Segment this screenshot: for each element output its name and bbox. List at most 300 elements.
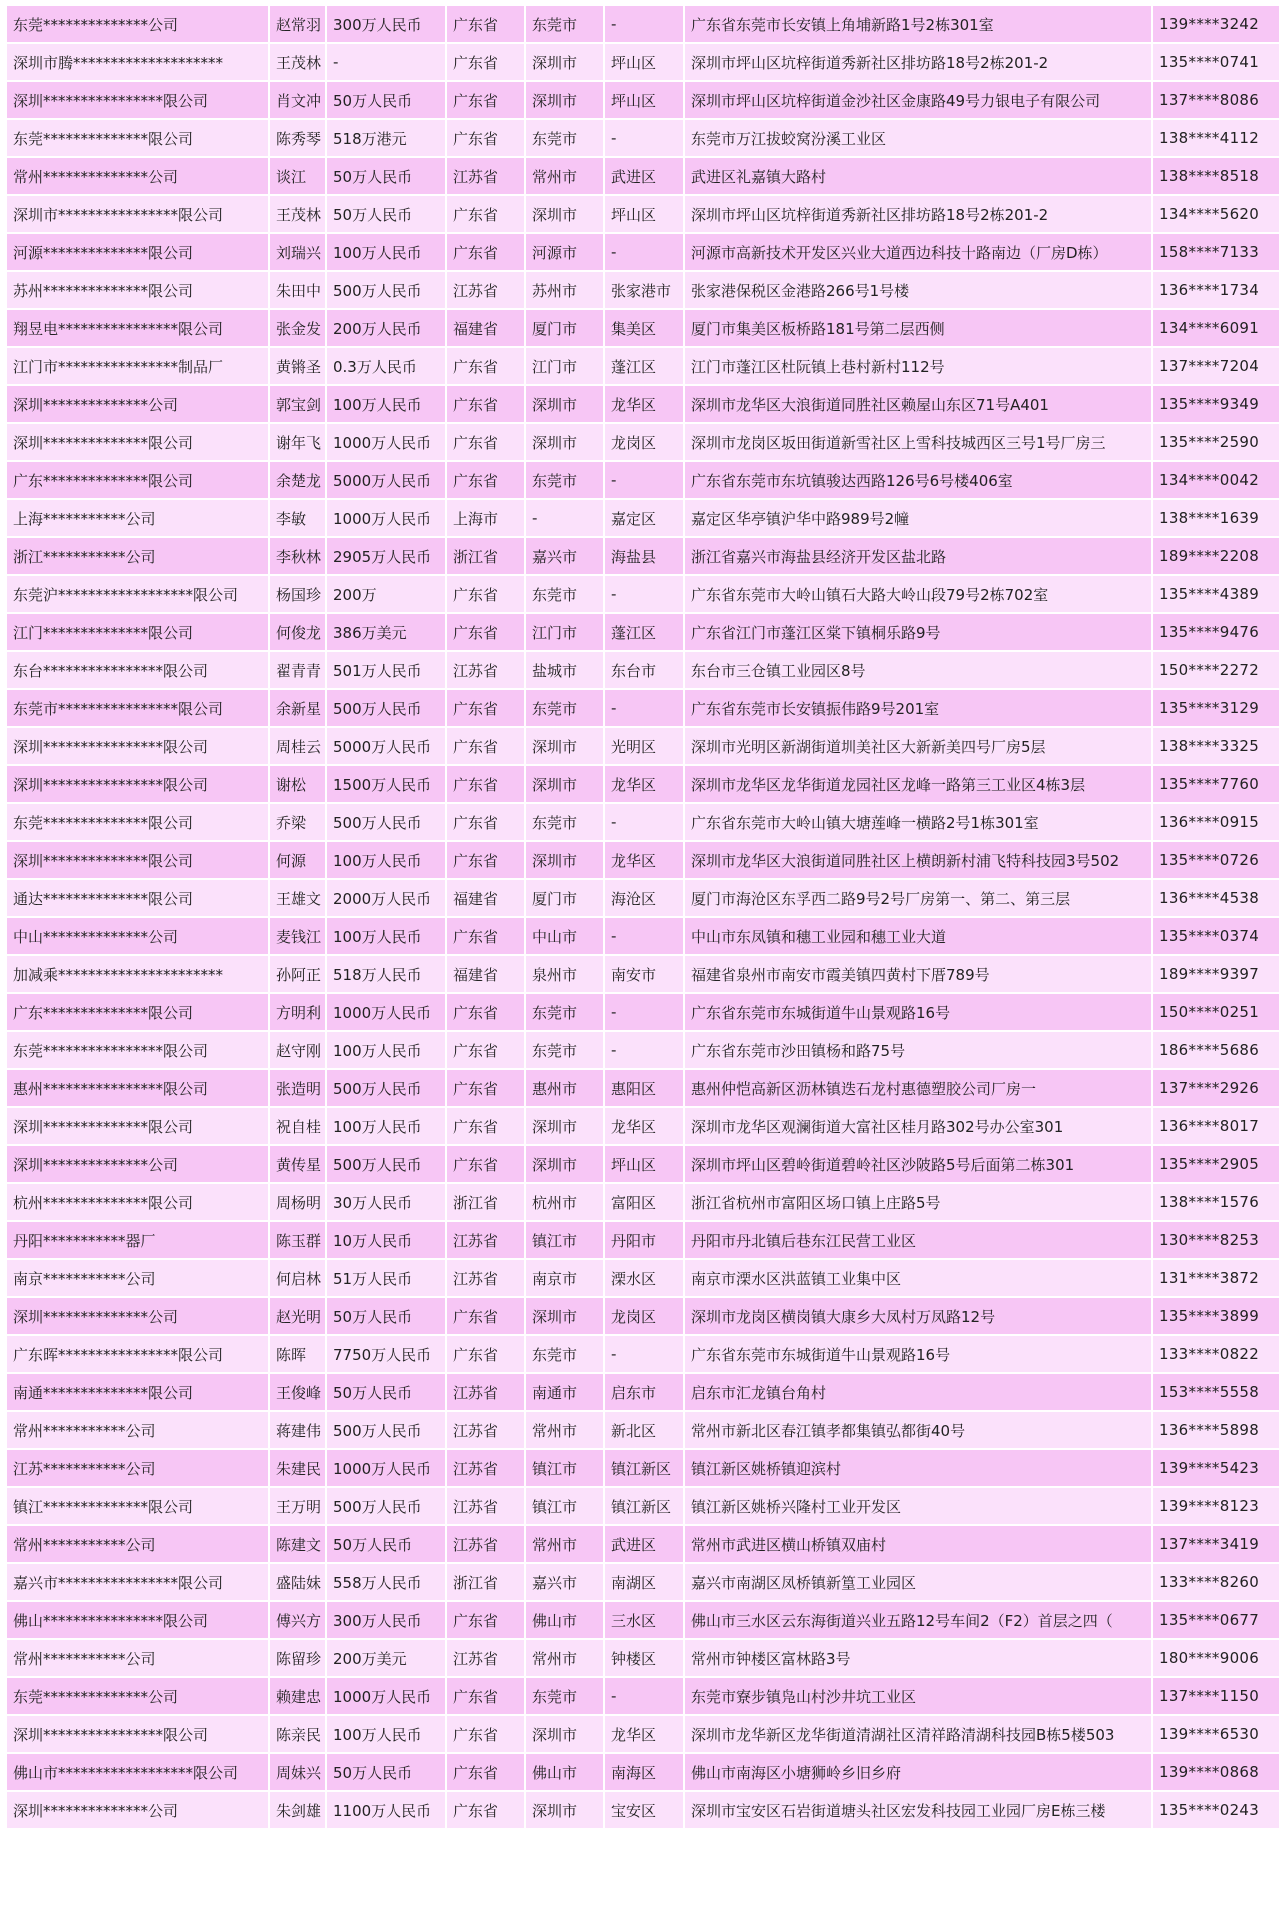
cell-registered-capital: 5000万人民币 — [327, 462, 445, 498]
cell-contact-person: 黄锵圣 — [270, 348, 325, 384]
cell-company-name: 深圳****************限公司 — [7, 82, 268, 118]
cell-city: 深圳市 — [526, 1298, 603, 1334]
cell-company-name: 深圳**************公司 — [7, 1146, 268, 1182]
cell-city: 深圳市 — [526, 842, 603, 878]
cell-company-name: 杭州**************限公司 — [7, 1184, 268, 1220]
cell-province: 江苏省 — [447, 158, 524, 194]
cell-address: 广东省东莞市东城街道牛山景观路16号 — [685, 994, 1151, 1030]
cell-address: 深圳市龙华区大浪街道同胜社区赖屋山东区71号A401 — [685, 386, 1151, 422]
cell-contact-person: 谢年飞 — [270, 424, 325, 460]
cell-registered-capital: 1000万人民币 — [327, 424, 445, 460]
cell-phone: 135****2905 — [1153, 1146, 1279, 1182]
cell-registered-capital: 0.3万人民币 — [327, 348, 445, 384]
cell-company-name: 河源**************限公司 — [7, 234, 268, 270]
cell-city: 深圳市 — [526, 386, 603, 422]
cell-district: - — [605, 6, 683, 42]
cell-district: - — [605, 576, 683, 612]
cell-phone: 158****7133 — [1153, 234, 1279, 270]
cell-district: 武进区 — [605, 1526, 683, 1562]
cell-province: 江苏省 — [447, 1374, 524, 1410]
cell-province: 江苏省 — [447, 1450, 524, 1486]
cell-contact-person: 张造明 — [270, 1070, 325, 1106]
table-row — [7, 1602, 1279, 1638]
cell-district: - — [605, 462, 683, 498]
cell-phone: 135****0741 — [1153, 44, 1279, 80]
cell-registered-capital: 2000万人民币 — [327, 880, 445, 916]
table-row — [7, 158, 1279, 194]
table-row — [7, 1298, 1279, 1334]
cell-phone: 137****7204 — [1153, 348, 1279, 384]
table-row — [7, 310, 1279, 346]
company-table-body — [7, 6, 1279, 1828]
cell-address: 深圳市坪山区坑梓街道秀新社区排坊路18号2栋201-2 — [685, 196, 1151, 232]
cell-contact-person: 王万明 — [270, 1488, 325, 1524]
cell-contact-person: 麦钱江 — [270, 918, 325, 954]
cell-city: 深圳市 — [526, 82, 603, 118]
cell-registered-capital: - — [327, 44, 445, 80]
cell-district: 龙华区 — [605, 386, 683, 422]
cell-city: 嘉兴市 — [526, 538, 603, 574]
cell-contact-person: 翟青青 — [270, 652, 325, 688]
cell-contact-person: 方明利 — [270, 994, 325, 1030]
cell-company-name: 深圳市腾******************** — [7, 44, 268, 80]
cell-district: 龙岗区 — [605, 1298, 683, 1334]
table-row — [7, 1260, 1279, 1296]
cell-district: 镇江新区 — [605, 1488, 683, 1524]
cell-company-name: 通达**************限公司 — [7, 880, 268, 916]
cell-district: 富阳区 — [605, 1184, 683, 1220]
cell-district: 光明区 — [605, 728, 683, 764]
cell-registered-capital: 500万人民币 — [327, 1488, 445, 1524]
table-row — [7, 1336, 1279, 1372]
cell-city: 东莞市 — [526, 1336, 603, 1372]
cell-registered-capital: 100万人民币 — [327, 234, 445, 270]
cell-district: - — [605, 1032, 683, 1068]
table-row — [7, 120, 1279, 156]
cell-company-name: 深圳****************限公司 — [7, 766, 268, 802]
cell-address: 东莞市万江拔蛟窝汾溪工业区 — [685, 120, 1151, 156]
cell-phone: 139****6530 — [1153, 1716, 1279, 1752]
table-row — [7, 1564, 1279, 1600]
table-row — [7, 614, 1279, 650]
cell-district: 武进区 — [605, 158, 683, 194]
cell-city: 江门市 — [526, 348, 603, 384]
cell-province: 江苏省 — [447, 652, 524, 688]
cell-contact-person: 朱田中 — [270, 272, 325, 308]
cell-address: 广东省东莞市沙田镇杨和路75号 — [685, 1032, 1151, 1068]
cell-company-name: 镇江**************限公司 — [7, 1488, 268, 1524]
cell-phone: 133****0822 — [1153, 1336, 1279, 1372]
cell-province: 广东省 — [447, 1716, 524, 1752]
cell-contact-person: 郭宝剑 — [270, 386, 325, 422]
cell-city: 东莞市 — [526, 994, 603, 1030]
cell-city: 南通市 — [526, 1374, 603, 1410]
cell-address: 深圳市龙岗区坂田街道新雪社区上雪科技城西区三号1号厂房三 — [685, 424, 1151, 460]
cell-company-name: 南京***********公司 — [7, 1260, 268, 1296]
cell-contact-person: 何源 — [270, 842, 325, 878]
cell-company-name: 浙江***********公司 — [7, 538, 268, 574]
cell-company-name: 翔昱电****************限公司 — [7, 310, 268, 346]
cell-city: 深圳市 — [526, 424, 603, 460]
cell-province: 广东省 — [447, 1678, 524, 1714]
cell-address: 东台市三仓镇工业园区8号 — [685, 652, 1151, 688]
cell-city: 江门市 — [526, 614, 603, 650]
cell-address: 佛山市南海区小塘狮岭乡旧乡府 — [685, 1754, 1151, 1790]
cell-registered-capital: 50万人民币 — [327, 82, 445, 118]
cell-city: 常州市 — [526, 1412, 603, 1448]
cell-district: - — [605, 994, 683, 1030]
table-row — [7, 1070, 1279, 1106]
cell-district: - — [605, 234, 683, 270]
cell-phone: 138****4112 — [1153, 120, 1279, 156]
cell-company-name: 常州***********公司 — [7, 1640, 268, 1676]
cell-registered-capital: 558万人民币 — [327, 1564, 445, 1600]
cell-contact-person: 陈秀琴 — [270, 120, 325, 156]
cell-phone: 138****3325 — [1153, 728, 1279, 764]
cell-province: 广东省 — [447, 728, 524, 764]
table-row — [7, 1108, 1279, 1144]
cell-company-name: 东莞沪******************限公司 — [7, 576, 268, 612]
cell-district: 溧水区 — [605, 1260, 683, 1296]
cell-registered-capital: 10万人民币 — [327, 1222, 445, 1258]
company-table — [5, 4, 1280, 1830]
cell-phone: 136****1734 — [1153, 272, 1279, 308]
table-row — [7, 766, 1279, 802]
cell-phone: 136****0915 — [1153, 804, 1279, 840]
table-row — [7, 1184, 1279, 1220]
cell-contact-person: 赵光明 — [270, 1298, 325, 1334]
cell-phone: 135****9349 — [1153, 386, 1279, 422]
cell-company-name: 广东**************限公司 — [7, 462, 268, 498]
cell-company-name: 苏州**************限公司 — [7, 272, 268, 308]
cell-company-name: 南通**************限公司 — [7, 1374, 268, 1410]
cell-contact-person: 赖建忠 — [270, 1678, 325, 1714]
table-row — [7, 652, 1279, 688]
cell-address: 武进区礼嘉镇大路村 — [685, 158, 1151, 194]
cell-phone: 137****3419 — [1153, 1526, 1279, 1562]
cell-contact-person: 张金发 — [270, 310, 325, 346]
cell-phone: 150****2272 — [1153, 652, 1279, 688]
cell-company-name: 东莞市****************限公司 — [7, 690, 268, 726]
cell-contact-person: 王俊峰 — [270, 1374, 325, 1410]
cell-contact-person: 黄传星 — [270, 1146, 325, 1182]
cell-province: 江苏省 — [447, 1260, 524, 1296]
cell-registered-capital: 5000万人民币 — [327, 728, 445, 764]
cell-company-name: 东莞**************公司 — [7, 6, 268, 42]
cell-district: - — [605, 918, 683, 954]
cell-address: 广东省东莞市东坑镇骏达西路126号6号楼406室 — [685, 462, 1151, 498]
cell-registered-capital: 2905万人民币 — [327, 538, 445, 574]
cell-registered-capital: 30万人民币 — [327, 1184, 445, 1220]
cell-district: 龙华区 — [605, 1108, 683, 1144]
cell-city: 厦门市 — [526, 880, 603, 916]
cell-district: 南安市 — [605, 956, 683, 992]
cell-city: 嘉兴市 — [526, 1564, 603, 1600]
cell-company-name: 东莞**************公司 — [7, 1678, 268, 1714]
cell-company-name: 嘉兴市****************限公司 — [7, 1564, 268, 1600]
cell-phone: 139****8123 — [1153, 1488, 1279, 1524]
cell-address: 佛山市三水区云东海街道兴业五路12号车间2（F2）首层之四（ — [685, 1602, 1151, 1638]
cell-address: 广东省东莞市大岭山镇大塘莲峰一横路2号1栋301室 — [685, 804, 1151, 840]
cell-contact-person: 傅兴方 — [270, 1602, 325, 1638]
cell-province: 福建省 — [447, 310, 524, 346]
cell-contact-person: 陈亲民 — [270, 1716, 325, 1752]
table-row — [7, 1754, 1279, 1790]
cell-province: 广东省 — [447, 386, 524, 422]
cell-city: 东莞市 — [526, 6, 603, 42]
cell-province: 福建省 — [447, 956, 524, 992]
cell-province: 浙江省 — [447, 538, 524, 574]
cell-district: 龙华区 — [605, 842, 683, 878]
cell-company-name: 深圳**************限公司 — [7, 1108, 268, 1144]
cell-city: 佛山市 — [526, 1602, 603, 1638]
cell-district: 坪山区 — [605, 82, 683, 118]
cell-address: 镇江新区姚桥镇迎滨村 — [685, 1450, 1151, 1486]
cell-province: 广东省 — [447, 120, 524, 156]
cell-company-name: 江苏***********公司 — [7, 1450, 268, 1486]
cell-district: 龙华区 — [605, 766, 683, 802]
table-row — [7, 272, 1279, 308]
cell-city: 深圳市 — [526, 728, 603, 764]
cell-province: 上海市 — [447, 500, 524, 536]
cell-province: 广东省 — [447, 1754, 524, 1790]
cell-district: - — [605, 1678, 683, 1714]
cell-district: 龙华区 — [605, 1716, 683, 1752]
cell-company-name: 深圳**************公司 — [7, 1298, 268, 1334]
cell-company-name: 广东晖****************限公司 — [7, 1336, 268, 1372]
cell-contact-person: 杨国珍 — [270, 576, 325, 612]
table-row — [7, 1640, 1279, 1676]
cell-contact-person: 盛陆妹 — [270, 1564, 325, 1600]
cell-province: 广东省 — [447, 690, 524, 726]
cell-address: 嘉兴市南湖区凤桥镇新篁工业园区 — [685, 1564, 1151, 1600]
cell-address: 常州市钟楼区富林路3号 — [685, 1640, 1151, 1676]
cell-city: 深圳市 — [526, 196, 603, 232]
table-row — [7, 196, 1279, 232]
cell-province: 江苏省 — [447, 1488, 524, 1524]
cell-address: 深圳市坪山区坑梓街道金沙社区金康路49号力银电子有限公司 — [685, 82, 1151, 118]
cell-address: 河源市高新技术开发区兴业大道西边科技十路南边（厂房D栋） — [685, 234, 1151, 270]
cell-address: 中山市东凤镇和穗工业园和穗工业大道 — [685, 918, 1151, 954]
cell-company-name: 深圳****************限公司 — [7, 728, 268, 764]
cell-contact-person: 陈玉群 — [270, 1222, 325, 1258]
cell-city: 镇江市 — [526, 1450, 603, 1486]
cell-registered-capital: 50万人民币 — [327, 1374, 445, 1410]
cell-contact-person: 谈江 — [270, 158, 325, 194]
cell-company-name: 东莞****************限公司 — [7, 1032, 268, 1068]
cell-province: 广东省 — [447, 1146, 524, 1182]
cell-city: 深圳市 — [526, 1108, 603, 1144]
cell-province: 广东省 — [447, 1792, 524, 1828]
cell-province: 广东省 — [447, 994, 524, 1030]
cell-contact-person: 周杨明 — [270, 1184, 325, 1220]
cell-city: 常州市 — [526, 158, 603, 194]
cell-address: 广东省东莞市长安镇振伟路9号201室 — [685, 690, 1151, 726]
cell-city: 泉州市 — [526, 956, 603, 992]
cell-province: 浙江省 — [447, 1184, 524, 1220]
cell-province: 广东省 — [447, 1070, 524, 1106]
cell-district: - — [605, 804, 683, 840]
cell-contact-person: 肖文冲 — [270, 82, 325, 118]
cell-city: 常州市 — [526, 1640, 603, 1676]
cell-district: 三水区 — [605, 1602, 683, 1638]
cell-registered-capital: 518万人民币 — [327, 956, 445, 992]
cell-registered-capital: 500万人民币 — [327, 1412, 445, 1448]
cell-province: 广东省 — [447, 918, 524, 954]
cell-city: 深圳市 — [526, 1146, 603, 1182]
cell-contact-person: 周妹兴 — [270, 1754, 325, 1790]
cell-contact-person: 赵守刚 — [270, 1032, 325, 1068]
cell-phone: 189****9397 — [1153, 956, 1279, 992]
cell-province: 广东省 — [447, 6, 524, 42]
cell-company-name: 江门**************限公司 — [7, 614, 268, 650]
table-row — [7, 1716, 1279, 1752]
table-row — [7, 918, 1279, 954]
cell-district: 坪山区 — [605, 1146, 683, 1182]
table-row — [7, 386, 1279, 422]
cell-registered-capital: 200万美元 — [327, 1640, 445, 1676]
table-row — [7, 1678, 1279, 1714]
cell-address: 常州市新北区春江镇孝都集镇弘都街40号 — [685, 1412, 1151, 1448]
cell-contact-person: 乔梁 — [270, 804, 325, 840]
cell-city: 东莞市 — [526, 462, 603, 498]
table-row — [7, 842, 1279, 878]
cell-registered-capital: 100万人民币 — [327, 1716, 445, 1752]
cell-city: 苏州市 — [526, 272, 603, 308]
cell-contact-person: 朱建民 — [270, 1450, 325, 1486]
table-row — [7, 1146, 1279, 1182]
cell-address: 深圳市光明区新湖街道圳美社区大新新美四号厂房5层 — [685, 728, 1151, 764]
table-row — [7, 424, 1279, 460]
cell-city: 镇江市 — [526, 1222, 603, 1258]
cell-registered-capital: 1100万人民币 — [327, 1792, 445, 1828]
cell-contact-person: 何俊龙 — [270, 614, 325, 650]
cell-phone: 138****8518 — [1153, 158, 1279, 194]
cell-phone: 186****5686 — [1153, 1032, 1279, 1068]
cell-registered-capital: 1000万人民币 — [327, 1450, 445, 1486]
cell-phone: 137****8086 — [1153, 82, 1279, 118]
cell-city: 深圳市 — [526, 44, 603, 80]
cell-city: 东莞市 — [526, 1678, 603, 1714]
cell-city: 常州市 — [526, 1526, 603, 1562]
cell-contact-person: 余新星 — [270, 690, 325, 726]
cell-phone: 180****9006 — [1153, 1640, 1279, 1676]
cell-city: 南京市 — [526, 1260, 603, 1296]
cell-province: 广东省 — [447, 842, 524, 878]
cell-registered-capital: 500万人民币 — [327, 804, 445, 840]
cell-city: 东莞市 — [526, 1032, 603, 1068]
cell-district: 新北区 — [605, 1412, 683, 1448]
cell-registered-capital: 518万港元 — [327, 120, 445, 156]
cell-registered-capital: 500万人民币 — [327, 272, 445, 308]
cell-city: 深圳市 — [526, 766, 603, 802]
cell-phone: 135****2590 — [1153, 424, 1279, 460]
cell-phone: 135****3129 — [1153, 690, 1279, 726]
cell-phone: 134****0042 — [1153, 462, 1279, 498]
cell-address: 福建省泉州市南安市霞美镇四黄村下厝789号 — [685, 956, 1151, 992]
cell-district: 南湖区 — [605, 1564, 683, 1600]
cell-address: 东莞市寮步镇凫山村沙井坑工业区 — [685, 1678, 1151, 1714]
cell-registered-capital: 501万人民币 — [327, 652, 445, 688]
cell-city: 深圳市 — [526, 1792, 603, 1828]
cell-company-name: 东台****************限公司 — [7, 652, 268, 688]
cell-phone: 139****3242 — [1153, 6, 1279, 42]
cell-address: 江门市蓬江区杜阮镇上巷村新村112号 — [685, 348, 1151, 384]
cell-district: 集美区 — [605, 310, 683, 346]
cell-address: 深圳市龙华区大浪街道同胜社区上横朗新村浦飞特科技园3号502 — [685, 842, 1151, 878]
cell-city: 东莞市 — [526, 804, 603, 840]
cell-company-name: 惠州****************限公司 — [7, 1070, 268, 1106]
table-row — [7, 538, 1279, 574]
cell-registered-capital: 200万人民币 — [327, 310, 445, 346]
cell-address: 广东省东莞市大岭山镇石大路大岭山段79号2栋702室 — [685, 576, 1151, 612]
cell-company-name: 深圳**************限公司 — [7, 842, 268, 878]
cell-district: 海盐县 — [605, 538, 683, 574]
cell-phone: 138****1639 — [1153, 500, 1279, 536]
table-row — [7, 576, 1279, 612]
cell-contact-person: 刘瑞兴 — [270, 234, 325, 270]
cell-contact-person: 王茂林 — [270, 196, 325, 232]
table-row — [7, 728, 1279, 764]
table-row — [7, 690, 1279, 726]
cell-phone: 131****3872 — [1153, 1260, 1279, 1296]
cell-company-name: 上海***********公司 — [7, 500, 268, 536]
cell-address: 厦门市海沧区东孚西二路9号2号厂房第一、第二、第三层 — [685, 880, 1151, 916]
cell-company-name: 东莞**************限公司 — [7, 120, 268, 156]
cell-address: 厦门市集美区板桥路181号第二层西侧 — [685, 310, 1151, 346]
table-row — [7, 1792, 1279, 1828]
table-row — [7, 804, 1279, 840]
cell-province: 福建省 — [447, 880, 524, 916]
cell-phone: 137****1150 — [1153, 1678, 1279, 1714]
cell-phone: 135****4389 — [1153, 576, 1279, 612]
cell-address: 深圳市龙华区龙华街道龙园社区龙峰一路第三工业区4栋3层 — [685, 766, 1151, 802]
cell-company-name: 常州**************公司 — [7, 158, 268, 194]
cell-city: 佛山市 — [526, 1754, 603, 1790]
cell-province: 广东省 — [447, 1298, 524, 1334]
cell-district: 坪山区 — [605, 196, 683, 232]
cell-contact-person: 谢松 — [270, 766, 325, 802]
cell-company-name: 佛山****************限公司 — [7, 1602, 268, 1638]
cell-province: 广东省 — [447, 462, 524, 498]
cell-contact-person: 朱剑雄 — [270, 1792, 325, 1828]
cell-phone: 153****5558 — [1153, 1374, 1279, 1410]
table-row — [7, 994, 1279, 1030]
cell-registered-capital: 51万人民币 — [327, 1260, 445, 1296]
cell-phone: 135****0243 — [1153, 1792, 1279, 1828]
cell-district: 钟楼区 — [605, 1640, 683, 1676]
cell-phone: 135****0374 — [1153, 918, 1279, 954]
cell-company-name: 佛山市******************限公司 — [7, 1754, 268, 1790]
cell-address: 广东省江门市蓬江区棠下镇桐乐路9号 — [685, 614, 1151, 650]
cell-phone: 133****8260 — [1153, 1564, 1279, 1600]
cell-province: 广东省 — [447, 348, 524, 384]
cell-contact-person: 孙阿正 — [270, 956, 325, 992]
cell-company-name: 深圳市****************限公司 — [7, 196, 268, 232]
company-listing-sheet — [5, 4, 1275, 1830]
cell-registered-capital: 386万美元 — [327, 614, 445, 650]
cell-address: 嘉定区华亭镇沪华中路989号2幢 — [685, 500, 1151, 536]
cell-district: 海沧区 — [605, 880, 683, 916]
cell-registered-capital: 1000万人民币 — [327, 994, 445, 1030]
cell-registered-capital: 7750万人民币 — [327, 1336, 445, 1372]
cell-contact-person: 李秋林 — [270, 538, 325, 574]
cell-district: 嘉定区 — [605, 500, 683, 536]
cell-address: 镇江新区姚桥兴隆村工业开发区 — [685, 1488, 1151, 1524]
cell-contact-person: 陈建文 — [270, 1526, 325, 1562]
cell-company-name: 深圳****************限公司 — [7, 1716, 268, 1752]
cell-province: 广东省 — [447, 1602, 524, 1638]
